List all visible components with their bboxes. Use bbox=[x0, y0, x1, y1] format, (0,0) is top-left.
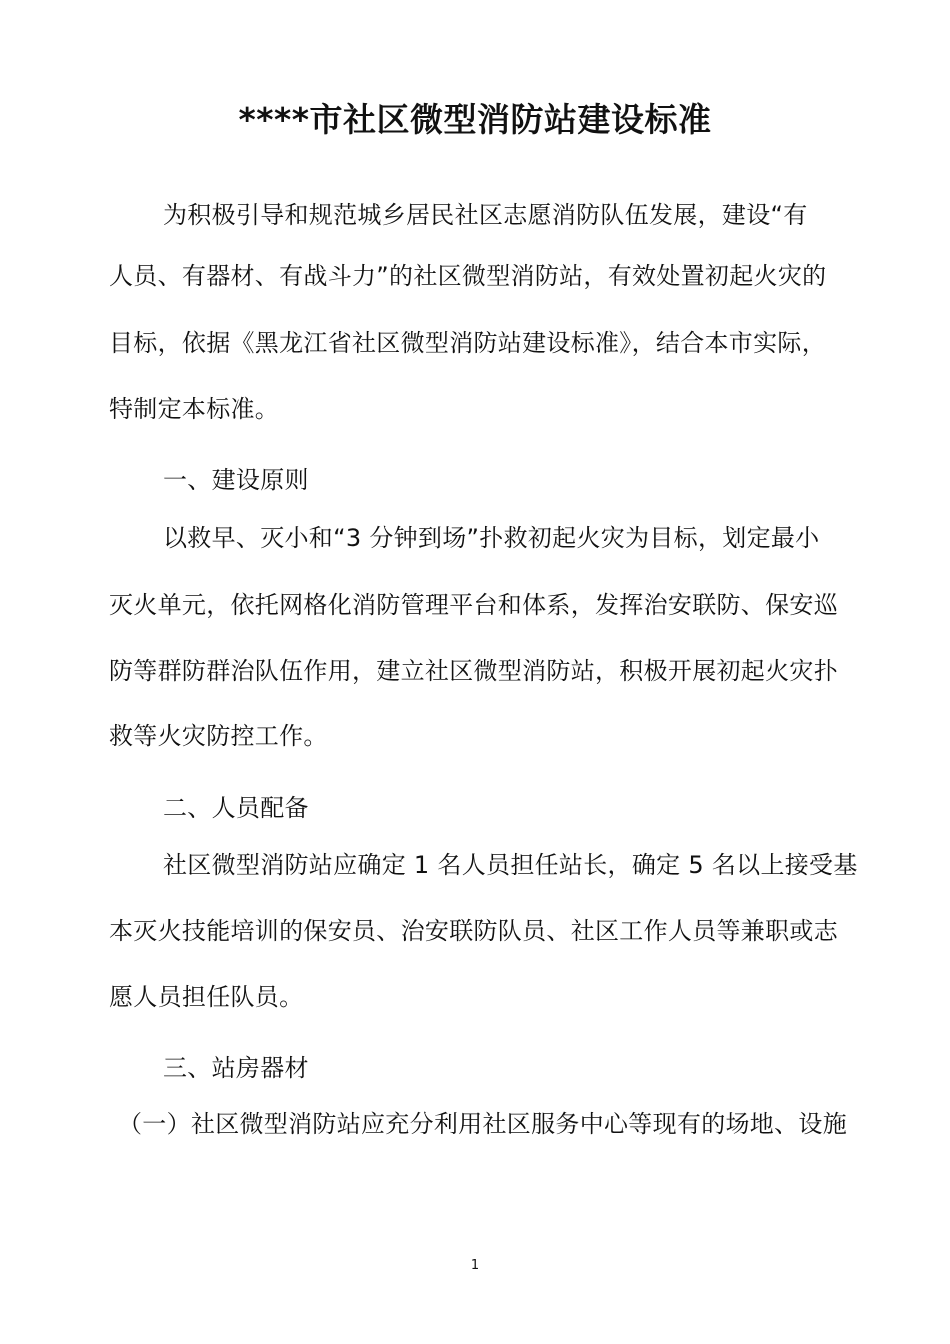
section-line: 救等火灾防控工作。 bbox=[109, 722, 328, 750]
intro-line: 特制定本标准。 bbox=[109, 395, 280, 423]
section-line: 本灭火技能培训的保安员、治安联防队员、社区工作人员等兼职或志 bbox=[109, 917, 838, 945]
page-number: 1 bbox=[470, 1258, 480, 1273]
section-heading: 三、站房器材 bbox=[163, 1054, 309, 1082]
section-line: 愿人员担任队员。 bbox=[109, 983, 304, 1011]
section-heading: 二、人员配备 bbox=[163, 794, 309, 822]
intro-line: 人员、有器材、有战斗力”的社区微型消防站，有效处置初起火灾的 bbox=[109, 262, 827, 290]
section-line: 灭火单元，依托网格化消防管理平台和体系，发挥治安联防、保安巡 bbox=[109, 591, 838, 619]
section-line: 以救早、灭小和“3 分钟到场”扑救初起火灾为目标，划定最小 bbox=[163, 524, 820, 552]
document-title: ****市社区微型消防站建设标准 bbox=[238, 100, 712, 139]
intro-line: 目标，依据《黑龙江省社区微型消防站建设标准》，结合本市实际， bbox=[109, 329, 826, 357]
section-line: 防等群防群治队伍作用，建立社区微型消防站，积极开展初起火灾扑 bbox=[109, 657, 838, 685]
section-line: 社区微型消防站应确定 1 名人员担任站长，确定 5 名以上接受基 bbox=[163, 851, 858, 879]
section-heading: 一、建设原则 bbox=[163, 466, 309, 494]
section-line: （一）社区微型消防站应充分利用社区服务中心等现有的场地、设施 bbox=[118, 1110, 847, 1138]
intro-line: 为积极引导和规范城乡居民社区志愿消防队伍发展，建设“有 bbox=[163, 201, 808, 229]
